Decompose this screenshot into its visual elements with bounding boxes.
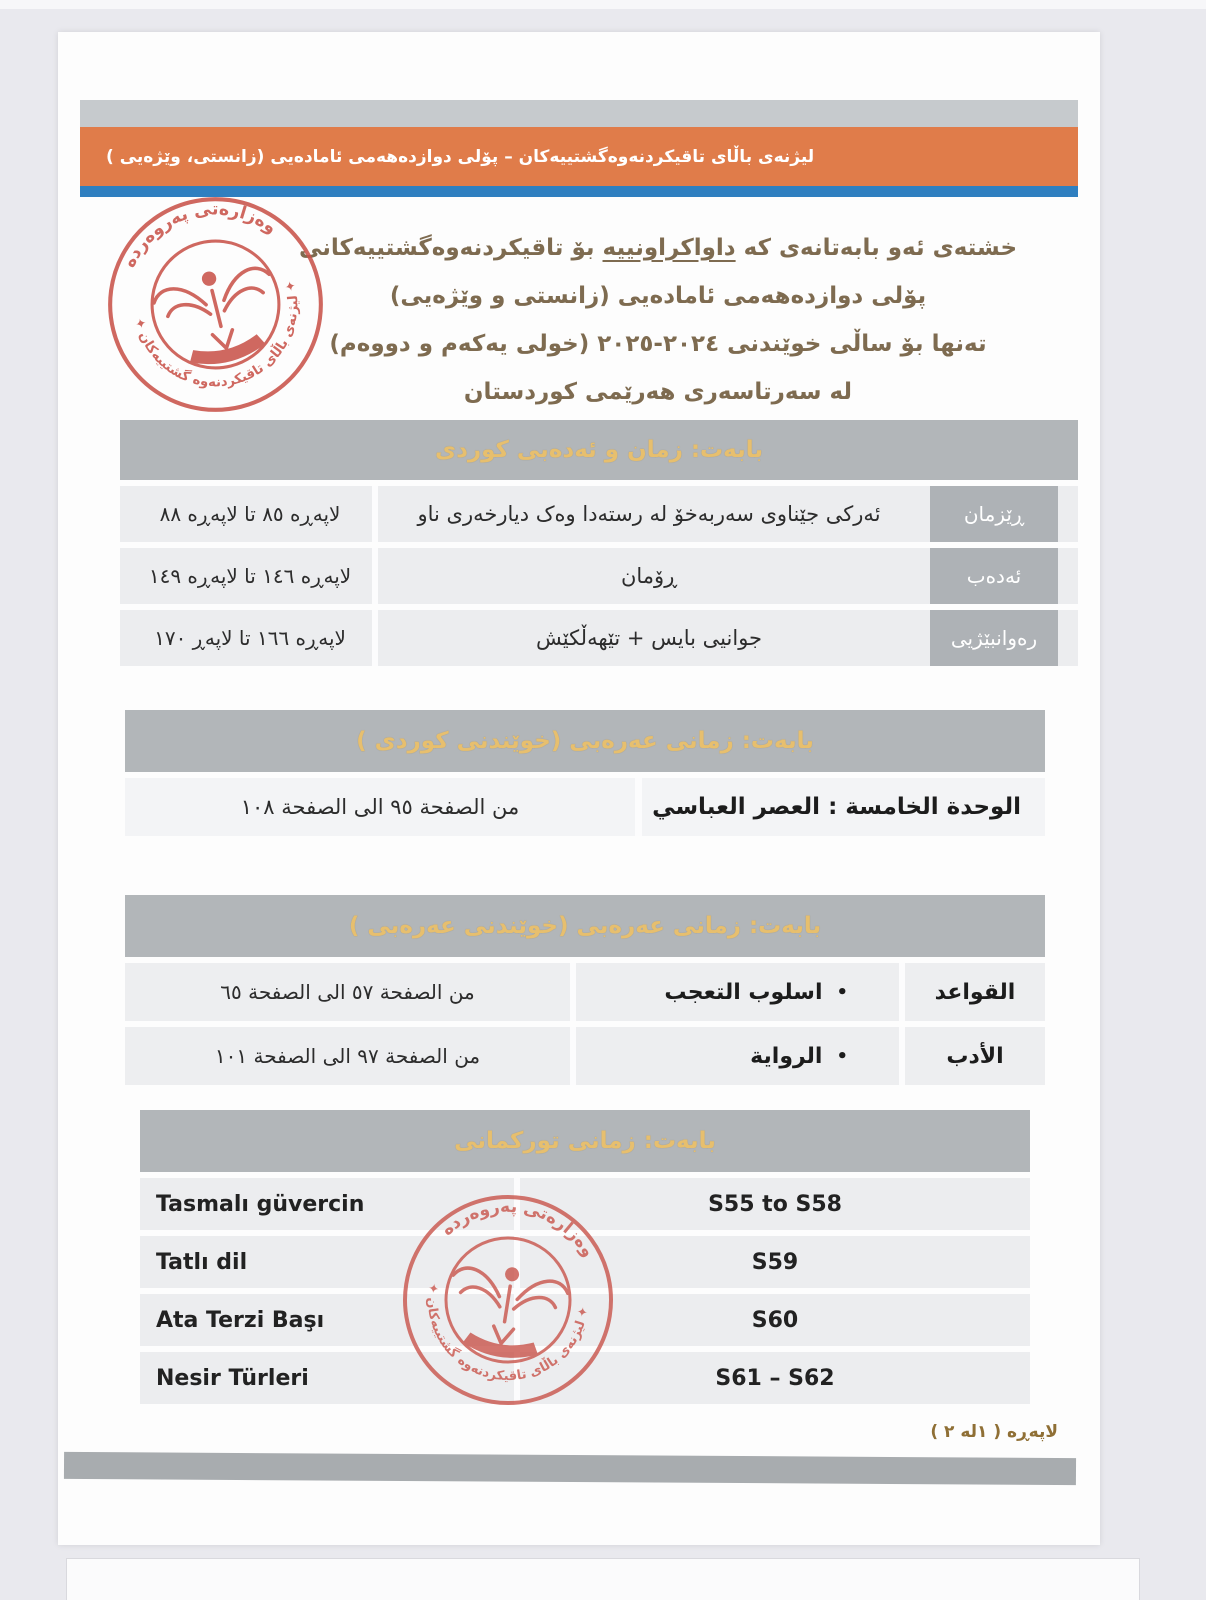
topic-text: الرواية bbox=[750, 1043, 823, 1069]
heading-line1-underlined: داواکراونییە bbox=[602, 235, 736, 261]
topic-cell: ئەرکی جێناوی سەربەخۆ لە رستەدا وەک دیارخەری ناو bbox=[417, 502, 881, 526]
topic-cell bbox=[575, 963, 900, 1021]
ministry-stamp-icon bbox=[382, 1174, 634, 1426]
table-arabic-arabic-title: بابەت: زمانی عەرەبی (خوێندنی عەرەبی ) bbox=[125, 895, 1045, 957]
table-row bbox=[120, 610, 1078, 666]
topic-cell: جوانیی بایس + تێهەڵکێش bbox=[535, 626, 763, 650]
lesson-title-cell: Tasmalı güvercin bbox=[156, 1191, 365, 1217]
header-banner bbox=[80, 100, 1078, 197]
lesson-title-cell: Tatlı dil bbox=[156, 1249, 248, 1275]
table-row bbox=[120, 486, 1078, 542]
subject-label-cell: ڕێزمان bbox=[930, 486, 1058, 542]
heading-line-3: تەنها بۆ ساڵی خوێندنی ٢٠٢٤-٢٠٢٥ (خولی یەکەم و دووەم) bbox=[329, 331, 987, 357]
bullet-marker: • bbox=[836, 981, 848, 1003]
bullet-marker: • bbox=[836, 1045, 848, 1067]
lesson-title-cell: Nesir Türleri bbox=[156, 1365, 309, 1391]
table-row bbox=[125, 778, 1045, 836]
stamp-top-text: وەزارەتی پەروەردە bbox=[119, 199, 281, 271]
cell-divider bbox=[899, 1027, 905, 1085]
heading-line1-pre: خشتەی ئەو بابەتانەی کە bbox=[735, 235, 1018, 261]
eagle-emblem-icon bbox=[442, 1258, 571, 1366]
pages-cell: من الصفحة ٩٧ الی الصفحة ١٠١ bbox=[214, 1044, 481, 1068]
ministry-stamp-bottom bbox=[382, 1174, 634, 1426]
subject-label-cell: القواعد bbox=[934, 979, 1016, 1005]
lesson-title-cell: Ata Terzi Başı bbox=[156, 1307, 325, 1333]
heading-line-4: لە سەرتاسەری هەرێمی کوردستان bbox=[463, 379, 853, 405]
heading-line-1 bbox=[208, 224, 1108, 272]
heading-line1-post: بۆ تاقیکردنەوەگشتییەکانی bbox=[298, 235, 603, 261]
stamp-top-text: وەزارەتی پەروەردە bbox=[437, 1196, 599, 1261]
pages-cell: لاپەڕە ١٦٦ تا لاپەڕ ١٧٠ bbox=[154, 626, 346, 650]
pages-cell: لاپەڕە ٨٥ تا لاپەڕە ٨٨ bbox=[159, 502, 341, 526]
cell-divider bbox=[570, 1027, 576, 1085]
stamp-bottom-text: ✦ لیژنەی باڵای تاقیکردنەوە گشتییەکان ✦ bbox=[423, 1281, 592, 1385]
cell-divider bbox=[372, 610, 378, 666]
topic-text: اسلوب التعجب bbox=[664, 979, 823, 1005]
table-row bbox=[120, 548, 1078, 604]
cell-divider bbox=[372, 548, 378, 604]
topic-cell bbox=[575, 1027, 900, 1085]
heading-line-2: پۆلی دوازدەهەمی ئامادەیی (زانستی و وێژەیی) bbox=[389, 283, 927, 309]
stamp-bottom-text: ✦ لیژنەی باڵای تاقیکردنەوە گشتییەکان ✦ bbox=[130, 278, 302, 391]
table-arabic-arabic-stream bbox=[125, 895, 1045, 1091]
cell-divider bbox=[899, 963, 905, 1021]
subject-label-cell: ئەدەب bbox=[930, 548, 1058, 604]
subject-label-cell: الأدب bbox=[946, 1043, 1004, 1069]
cell-divider bbox=[372, 486, 378, 542]
pages-cell: من الصفحة ٥٧ الی الصفحة ٦٥ bbox=[220, 980, 475, 1004]
subject-label-cell: رەوانبێژیی bbox=[930, 610, 1058, 666]
pages-cell: S59 bbox=[751, 1249, 799, 1275]
cell-divider bbox=[635, 778, 642, 836]
pages-cell: S61 – S62 bbox=[715, 1365, 835, 1391]
pages-cell: S55 to S58 bbox=[708, 1191, 842, 1217]
document-page bbox=[58, 32, 1100, 1545]
pages-cell: لاپەڕە ١٤٦ تا لاپەڕە ١٤٩ bbox=[148, 564, 352, 588]
pages-cell: من الصفحة ٩٥ الی الصفحة ١٠٨ bbox=[240, 795, 520, 819]
scan-artifact-band bbox=[64, 1452, 1076, 1485]
banner-gray-strip bbox=[80, 100, 1078, 127]
table-row bbox=[125, 1027, 1045, 1085]
table-arabic-kurdish-title: بابەت: زمانی عەرەبی (خوێندنی کوردی ) bbox=[125, 710, 1045, 772]
page-number-label: لاپەڕە ( ١لە ٢ ) bbox=[930, 1422, 1058, 1442]
svg-text:✦ لیژنەی باڵای تاقیکردنەوە گشت bbox=[412, 1281, 592, 1396]
table-kurdish-language bbox=[120, 420, 1078, 698]
unit-cell: الوحدة الخامسة : العصر العباسي bbox=[652, 794, 1021, 820]
table-arabic-kurdish-stream bbox=[125, 710, 1045, 836]
topic-cell: ڕۆمان bbox=[620, 564, 678, 588]
table-kurdish-title: بابەت: زمان و ئەدەبی کوردی bbox=[120, 420, 1078, 480]
banner-title: لیژنەی باڵای تاقیکردنەوەگشتییەکان – پۆلی دوازدەهەمی ئامادەیی (زانستی، وێژەیی ) bbox=[106, 146, 815, 167]
pages-cell: S60 bbox=[751, 1307, 799, 1333]
next-page-edge bbox=[66, 1558, 1140, 1600]
banner-title-bar bbox=[80, 127, 1078, 186]
table-turkmen-title: بابەت: زمانی تورکمانی bbox=[140, 1110, 1030, 1172]
scan-top-band bbox=[0, 0, 1206, 9]
cell-divider bbox=[570, 963, 576, 1021]
table-row bbox=[125, 963, 1045, 1021]
